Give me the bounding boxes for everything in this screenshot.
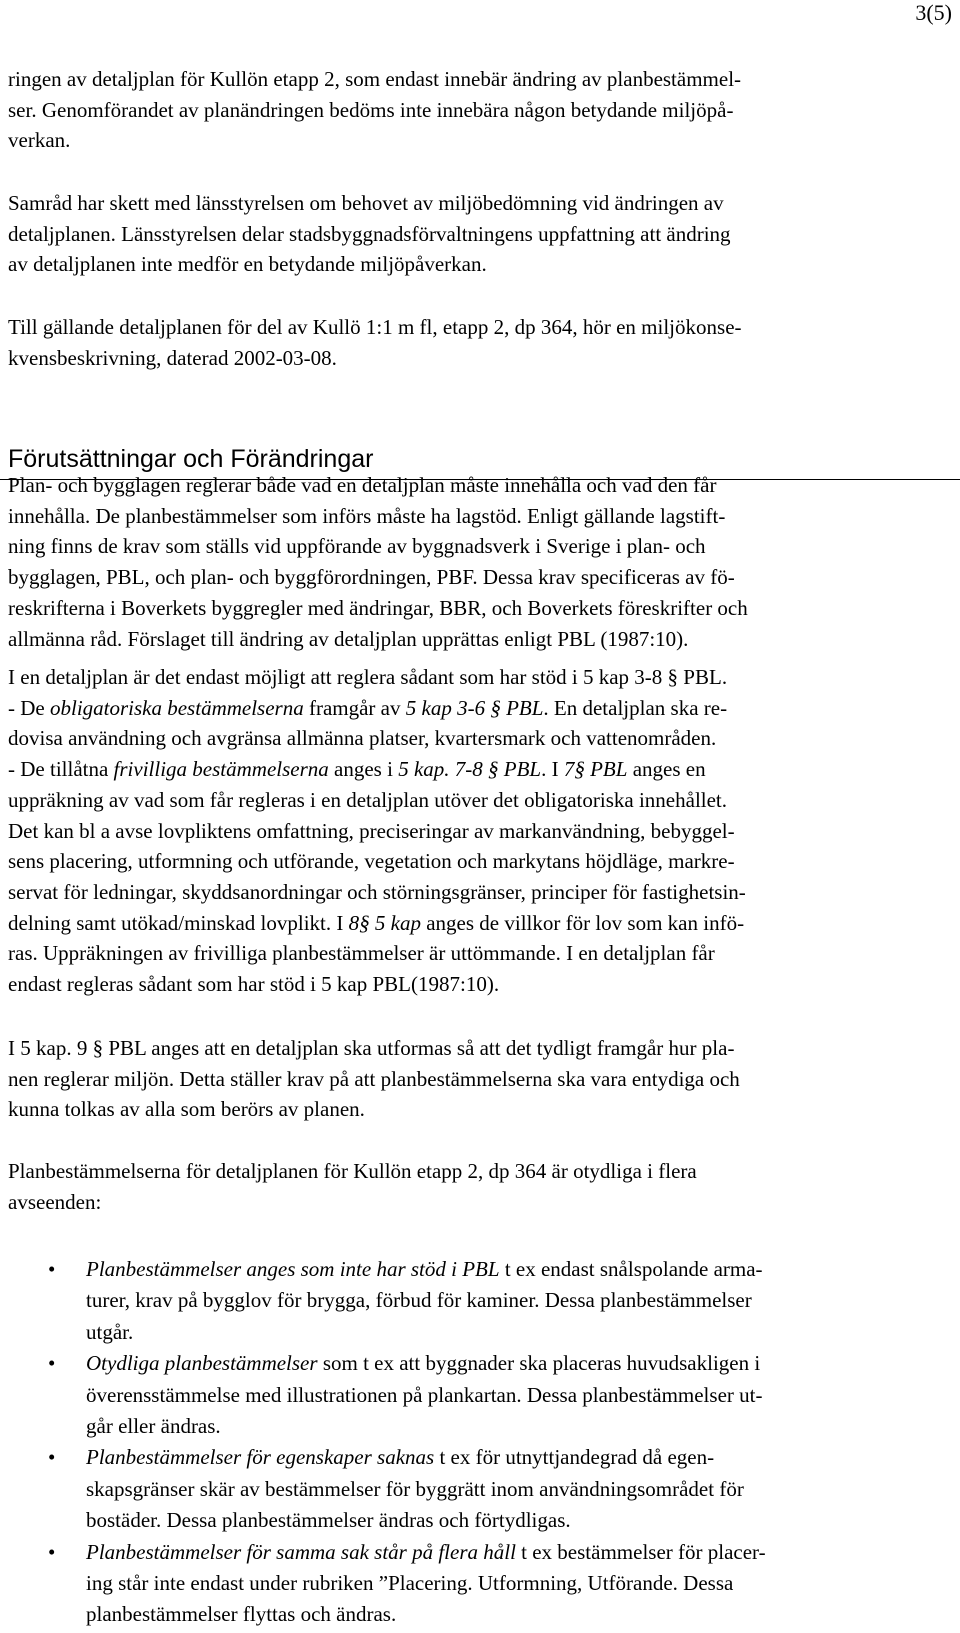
text-line: planbestämmelser flyttas och ändras. — [86, 1602, 397, 1627]
text-line: uppräkning av vad som får regleras i en detaljplan utöver det obligatoriska innehållet. — [8, 787, 728, 812]
text-line: utgår. — [86, 1319, 134, 1344]
text-line: bygglagen, PBL, och plan- och byggförordningen, PBF. Dessa krav specificeras av fö- — [8, 565, 735, 590]
paragraph-kap9 — [8, 1033, 953, 1125]
text-line: turer, krav på bygglov för brygga, förbud för kaminer. Dessa planbestämmelser — [86, 1288, 752, 1313]
text-line: Samråd har skett med länsstyrelsen om behovet av miljöbedömning vid ändringen av — [8, 191, 724, 215]
text-line: ringen av detaljplan för Kullön etapp 2, som endast innebär ändring av planbestämmel- — [8, 67, 742, 91]
bullet-item — [8, 1442, 953, 1536]
text-line: ras. Uppräkningen av frivilliga planbestämmelser är uttömmande. I en detaljplan får — [8, 941, 715, 966]
page-number: 3(5) — [915, 0, 952, 25]
text-line: Otydliga planbestämmelser som t ex att byggnader ska placeras huvudsakligen i — [86, 1351, 761, 1376]
text-line: Det kan bl a avse lovpliktens omfattning, preciseringar av markanvändning, bebyggel- — [8, 818, 735, 843]
text-line: ning finns de krav som ställs vid uppförande av byggnadsverk i Sverige i plan- och — [8, 534, 706, 559]
text-line: sens placering, utformning och utförande, vegetation och markytans höjdläge, markre- — [8, 849, 735, 874]
section-heading: Förutsättningar och Förändringar — [8, 445, 374, 473]
text-line: Planbestämmelser anges som inte har stöd i PBL t ex endast snålspolande arma- — [86, 1257, 763, 1281]
text-line: delning samt utökad/minskad lovplikt. I 8§ 5 kap anges de villkor för lov som kan infö- — [8, 910, 745, 935]
text-line: bostäder. Dessa planbestämmelser ändras och förtydligas. — [86, 1508, 571, 1533]
paragraph-gallande — [8, 312, 953, 373]
text-line: kunna tolkas av alla som berörs av planen. — [8, 1097, 365, 1122]
text-line: verkan. — [8, 128, 71, 153]
text-line: kvensbeskrivning, daterad 2002-03-08. — [8, 345, 337, 370]
paragraph-intro — [8, 64, 953, 156]
text-line: dovisa användning och avgränsa allmänna platser, kvartersmark och vattenområden. — [8, 726, 717, 751]
text-line: Till gällande detaljplanen för del av Kullö 1:1 m fl, etapp 2, dp 364, hör en miljökonse- — [8, 315, 742, 339]
text-line: servat för ledningar, skyddsanordningar och störningsgränser, principer för fastighetsin- — [8, 879, 746, 904]
bullet-icon: • — [48, 1257, 56, 1281]
text-line: - De tillåtna frivilliga bestämmelserna anges i 5 kap. 7-8 § PBL. I 7§ PBL anges en — [8, 757, 706, 782]
bullet-icon: • — [48, 1445, 56, 1470]
bullet-item — [8, 1348, 953, 1442]
text-line: överensstämmelse med illustrationen på plankartan. Dessa planbestämmelser ut- — [86, 1382, 763, 1407]
bullet-icon: • — [48, 1539, 56, 1564]
text-line: - De obligatoriska bestämmelserna framgår av 5 kap 3-6 § PBL. En detaljplan ska re- — [8, 695, 728, 720]
text-line: ser. Genomförandet av planändringen bedöms inte innebära någon betydande miljöpå- — [8, 97, 734, 122]
text-line: skapsgränser skär av bestämmelser för byggrätt inom användningsområdet för — [86, 1476, 744, 1501]
text-line: av detaljplanen inte medför en betydande miljöpåverkan. — [8, 252, 487, 277]
text-line: nen reglerar miljön. Detta ställer krav på att planbestämmelserna ska vara entydiga och — [8, 1066, 740, 1091]
bullet-list — [8, 1254, 953, 1631]
text-line: reskrifterna i Boverkets byggregler med ändringar, BBR, och Boverkets föreskrifter och — [8, 595, 748, 620]
text-line: allmänna råd. Förslaget till ändring av detaljplan upprättas enligt PBL (1987:10). — [8, 626, 689, 651]
text-line: Plan- och bygglagen reglerar både vad en detaljplan måste innehålla och vad den får — [8, 473, 717, 497]
text-line: detaljplanen. Länsstyrelsen delar stadsbyggnadsförvaltningens uppfattning att ändring — [8, 221, 731, 246]
bullet-item — [8, 1537, 953, 1631]
text-line: I en detaljplan är det endast möjligt att reglera sådant som har stöd i 5 kap 3-8 § PBL. — [8, 665, 728, 689]
text-line: Planbestämmelser för samma sak står på flera håll t ex bestämmelser för placer- — [86, 1539, 766, 1564]
paragraph-otydliga — [8, 1156, 953, 1217]
text-line: innehålla. De planbestämmelser som införs måste ha lagstöd. Enligt gällande lagstift- — [8, 503, 726, 528]
text-line: avseenden: — [8, 1189, 102, 1214]
text-line: Planbestämmelserna för detaljplanen för Kullön etapp 2, dp 364 är otydliga i flera — [8, 1159, 697, 1183]
text-line: Planbestämmelser för egenskaper saknas t ex för utnyttjandegrad då egen- — [86, 1445, 715, 1470]
bullet-icon: • — [48, 1351, 56, 1376]
text-line: endast regleras sådant som har stöd i 5 kap PBL(1987:10). — [8, 972, 500, 997]
paragraph-reglera — [8, 662, 953, 1000]
text-line: ing står inte endast under rubriken ”Placering. Utformning, Utförande. Dessa — [86, 1571, 734, 1596]
paragraph-pbl — [8, 470, 953, 654]
paragraph-samrad — [8, 188, 953, 280]
text-line: går eller ändras. — [86, 1414, 221, 1439]
bullet-item — [8, 1254, 953, 1348]
text-line: I 5 kap. 9 § PBL anges att en detaljplan ska utformas så att det tydligt framgår hur pla- — [8, 1036, 735, 1060]
